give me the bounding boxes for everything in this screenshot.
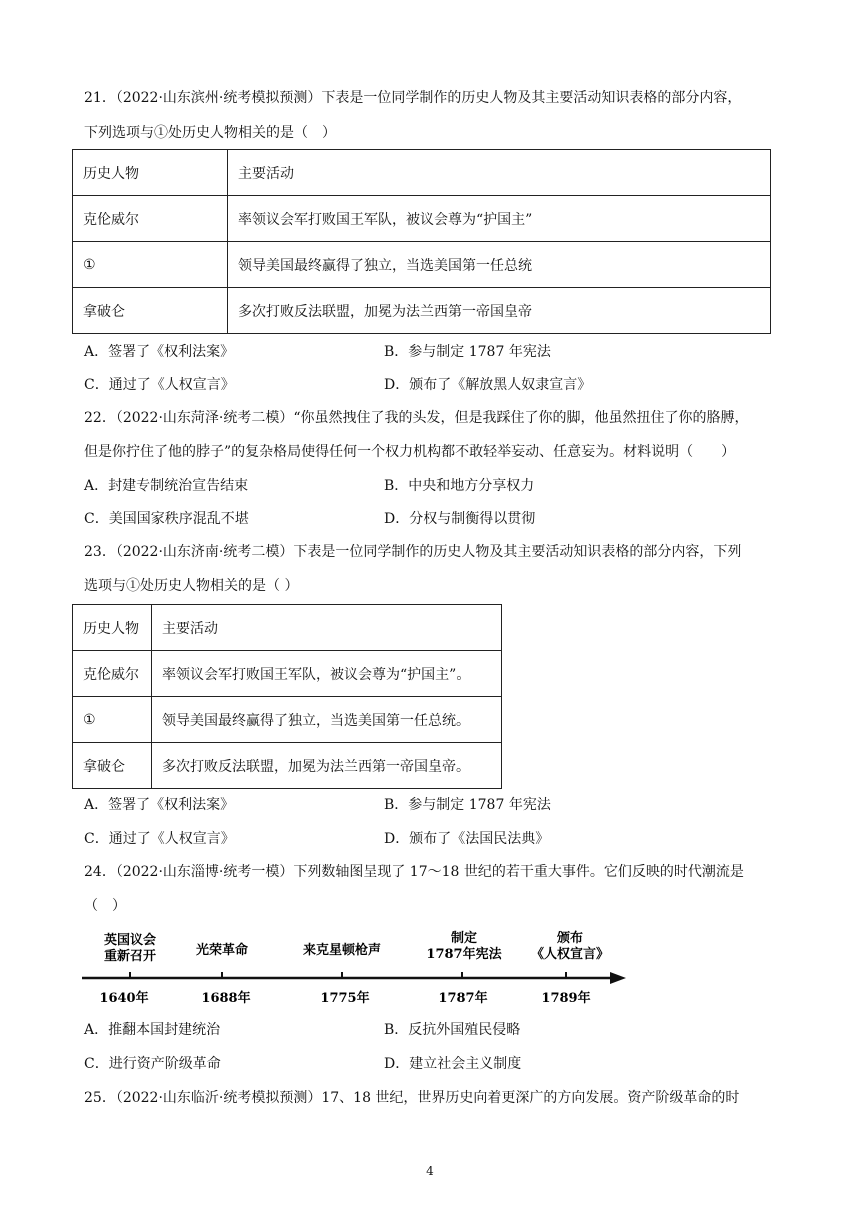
q21-option-b[interactable]: B．参与制定 1787 年宪法 bbox=[384, 344, 551, 360]
timeline-year: 1640年 bbox=[99, 991, 149, 1006]
q25-stem-line1: 25．（2022·山东临沂·统考模拟预测）17、18 世纪，世界历史向着更深广的方向发展。资产阶级革命的时 bbox=[84, 1090, 740, 1106]
timeline-item-1688 bbox=[196, 942, 251, 1006]
table-cell: 克伦威尔 bbox=[73, 651, 152, 697]
timeline-year: 1789年 bbox=[541, 991, 591, 1006]
table-row bbox=[73, 605, 502, 651]
table-cell: 历史人物 bbox=[73, 605, 152, 651]
q24-option-d[interactable]: D．建立社会主义制度 bbox=[384, 1056, 522, 1072]
q23-stem-line2: 选项与①处历史人物相关的是（ ） bbox=[84, 578, 299, 594]
table-cell: 多次打败反法联盟，加冕为法兰西第一帝国皇帝。 bbox=[152, 743, 502, 789]
timeline-figure bbox=[80, 926, 640, 1010]
q23-stem-line1: 23．（2022·山东济南·统考二模）下表是一位同学制作的历史人物及其主要活动知识表格的部分内容，下列 bbox=[84, 544, 742, 560]
timeline-year: 1688年 bbox=[201, 991, 251, 1006]
q21-option-c[interactable]: C．通过了《人权宣言》 bbox=[84, 377, 235, 393]
q21-option-d[interactable]: D．颁布了《解放黑人奴隶宣言》 bbox=[384, 377, 592, 393]
table-cell: 领导美国最终赢得了独立，当选美国第一任总统 bbox=[228, 242, 771, 288]
table-row bbox=[73, 150, 771, 196]
table-cell: 克伦威尔 bbox=[73, 196, 228, 242]
q24-stem-line1: 24．（2022·山东淄博·统考一模）下列数轴图呈现了 17～18 世纪的若干重大事件。它们反映的时代潮流是 bbox=[84, 864, 744, 880]
table-cell: 历史人物 bbox=[73, 150, 228, 196]
q24-option-a[interactable]: A．推翻本国封建统治 bbox=[84, 1022, 221, 1038]
q21-option-a[interactable]: A．签署了《权利法案》 bbox=[84, 344, 235, 360]
table-cell: 拿破仑 bbox=[73, 288, 228, 334]
q23-option-d[interactable]: D．颁布了《法国民法典》 bbox=[384, 831, 550, 847]
table-cell: 主要活动 bbox=[152, 605, 502, 651]
table-row bbox=[73, 697, 502, 743]
q22-stem-line2: 但是你拧住了他的脖子”的复杂格局使得任何一个权力机构都不敢轻举妄动、任意妄为。材料说明（ ） bbox=[84, 444, 736, 460]
q22-option-a[interactable]: A．封建专制统治宣告结束 bbox=[84, 478, 249, 494]
table-cell: 多次打败反法联盟，加冕为法兰西第一帝国皇帝 bbox=[228, 288, 771, 334]
q23-table bbox=[72, 604, 502, 789]
table-cell: 率领议会军打败国王军队，被议会尊为“护国主” bbox=[228, 196, 771, 242]
timeline-item-1789 bbox=[531, 930, 609, 1006]
q23-option-b[interactable]: B．参与制定 1787 年宪法 bbox=[384, 797, 551, 813]
q24-stem-line2: （ ） bbox=[84, 898, 126, 914]
q24-option-c[interactable]: C．进行资产阶级革命 bbox=[84, 1056, 221, 1072]
timeline-item-1787 bbox=[426, 930, 502, 1006]
page-number: 4 bbox=[426, 1164, 434, 1178]
timeline-event-line1: 英国议会 bbox=[103, 933, 157, 948]
timeline-year: 1775年 bbox=[320, 991, 370, 1006]
table-row bbox=[73, 288, 771, 334]
q23-option-a[interactable]: A．签署了《权利法案》 bbox=[84, 797, 235, 813]
table-row bbox=[73, 651, 502, 697]
table-cell: 拿破仑 bbox=[73, 743, 152, 789]
q24-option-b[interactable]: B．反抗外国殖民侵略 bbox=[384, 1022, 521, 1038]
table-row bbox=[73, 196, 771, 242]
timeline-event-line2: 《人权宣言》 bbox=[530, 947, 610, 962]
table-row bbox=[73, 743, 502, 789]
timeline-year: 1787年 bbox=[438, 991, 488, 1006]
q21-stem-line1: 21．（2022·山东滨州·统考模拟预测）下表是一位同学制作的历史人物及其主要活动知识表格的部分内容， bbox=[84, 90, 742, 106]
q21-table bbox=[72, 149, 771, 334]
timeline-event-line1: 制定 bbox=[450, 931, 478, 946]
timeline-event-line1: 来克星顿枪声 bbox=[302, 943, 382, 958]
timeline-item-1640 bbox=[99, 932, 156, 1006]
q22-option-b[interactable]: B．中央和地方分享权力 bbox=[384, 478, 535, 494]
timeline-event-line1: 光荣革命 bbox=[195, 943, 249, 958]
q22-option-d[interactable]: D．分权与制衡得以贯彻 bbox=[384, 511, 536, 527]
timeline-item-1775 bbox=[303, 942, 381, 1006]
table-cell: 率领议会军打败国王军队，被议会尊为“护国主”。 bbox=[152, 651, 502, 697]
q22-stem-line1: 22．（2022·山东菏泽·统考二模）“你虽然拽住了我的头发，但是我踩住了你的脚，他虽然扭住了你的胳膊， bbox=[84, 410, 749, 426]
table-cell: ① bbox=[73, 697, 152, 743]
timeline-event-line2: 1787年宪法 bbox=[426, 947, 502, 962]
timeline-event-line2: 重新召开 bbox=[103, 949, 157, 964]
table-cell: 主要活动 bbox=[228, 150, 771, 196]
table-row bbox=[73, 242, 771, 288]
q23-option-c[interactable]: C．通过了《人权宣言》 bbox=[84, 831, 235, 847]
q21-stem-line2: 下列选项与①处历史人物相关的是（ ） bbox=[84, 125, 336, 141]
table-cell: 领导美国最终赢得了独立，当选美国第一任总统。 bbox=[152, 697, 502, 743]
q22-option-c[interactable]: C．美国国家秩序混乱不堪 bbox=[84, 511, 249, 527]
timeline-event-line1: 颁布 bbox=[556, 931, 584, 946]
timeline-arrow-icon bbox=[610, 972, 626, 984]
table-cell: ① bbox=[73, 242, 228, 288]
